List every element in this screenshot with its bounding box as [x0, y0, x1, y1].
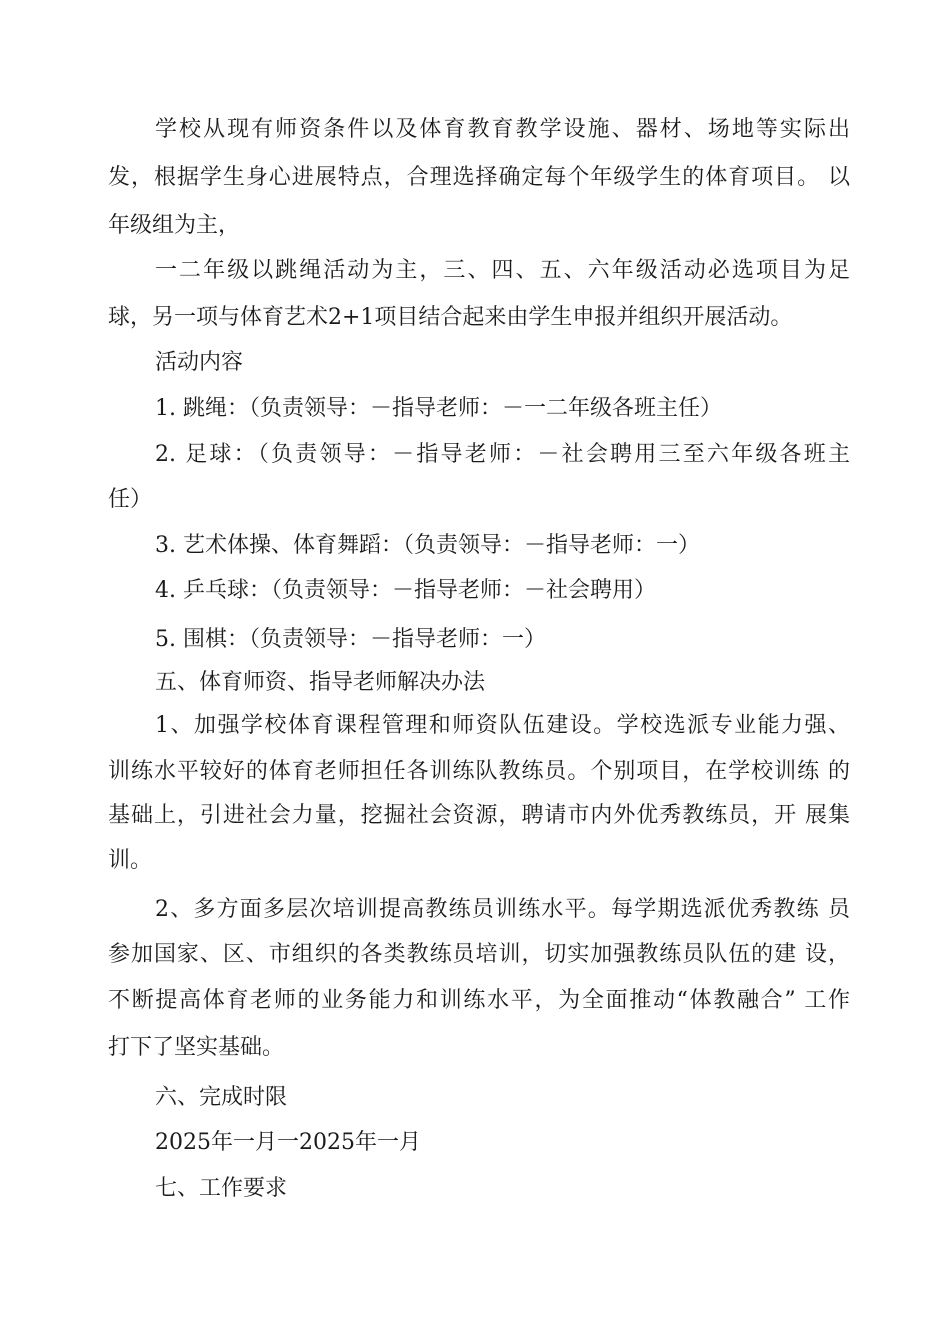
list-item: 1. 跳绳：（负责领导：－指导老师：－一二年级各班主任）	[155, 396, 722, 421]
list-item: 4. 乒乓球：（负责领导：－指导老师：－社会聘用）	[155, 578, 656, 603]
paragraph-line: 1、加强学校体育课程管理和师资队伍建设。学校选派专业能力强、	[155, 713, 850, 738]
section-heading: 六、完成时限	[155, 1085, 288, 1110]
paragraph-line: 发，根据学生身心进展特点，合理选择确定每个年级学生的体育项目。 以	[108, 165, 850, 190]
paragraph-line: 不断提高体育老师的业务能力和训练水平，为全面推动“体教融合” 工作	[108, 988, 850, 1013]
section-heading: 五、体育师资、指导老师解决办法	[155, 670, 486, 695]
list-item: 5. 围棋：（负责领导：－指导老师：一）	[155, 627, 546, 652]
paragraph-line: 一二年级以跳绳活动为主，三、四、五、六年级活动必选项目为足	[155, 258, 850, 283]
section-heading: 七、工作要求	[155, 1176, 288, 1201]
list-item-continuation: 任）	[108, 487, 153, 512]
section-heading: 活动内容	[155, 350, 244, 375]
paragraph-line: 2、多方面多层次培训提高教练员训练水平。每学期选派优秀教练 员	[155, 897, 850, 922]
paragraph-line: 训。	[108, 848, 153, 873]
paragraph-line: 打下了坚实基础。	[108, 1035, 285, 1060]
date-range: 2025年一月一2025年一月	[155, 1130, 421, 1155]
list-item: 3. 艺术体操、体育舞蹈：（负责领导：－指导老师：一）	[155, 533, 700, 558]
paragraph-line: 球，另一项与体育艺术2+1项目结合起来由学生申报并组织开展活动。	[108, 305, 793, 330]
list-item: 2. 足球：（负责领导：－指导老师：－社会聘用三至六年级各班主	[155, 442, 850, 467]
paragraph-line: 基础上，引进社会力量，挖掘社会资源，聘请市内外优秀教练员，开 展集	[108, 803, 850, 828]
paragraph-line: 训练水平较好的体育老师担任各训练队教练员。个别项目，在学校训练 的	[108, 759, 850, 784]
paragraph-line: 参加国家、区、市组织的各类教练员培训，切实加强教练员队伍的建 设，	[108, 942, 850, 967]
paragraph-line: 年级组为主，	[108, 213, 241, 238]
paragraph-line: 学校从现有师资条件以及体育教育教学设施、器材、场地等实际出	[155, 117, 850, 142]
